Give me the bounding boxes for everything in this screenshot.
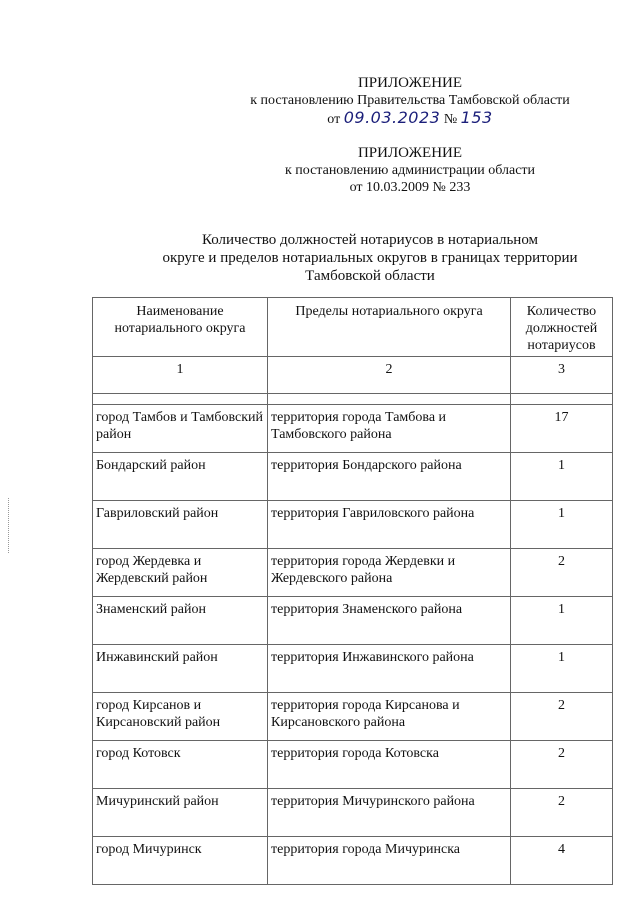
notary-count: 2 bbox=[511, 789, 613, 837]
scan-margin-marks bbox=[8, 498, 12, 553]
table-row bbox=[93, 453, 613, 501]
table-row bbox=[93, 789, 613, 837]
district-limits: территория Бондарского района bbox=[268, 453, 511, 501]
district-limits: территория Инжавинского района bbox=[268, 645, 511, 693]
column-number-row bbox=[93, 357, 613, 394]
table-row bbox=[93, 405, 613, 453]
column-header-district-limits: Пределы нотариального округа bbox=[268, 298, 511, 357]
district-name: город Жердевка и Жердевский район bbox=[93, 549, 268, 597]
district-limits: территория города Мичуринска bbox=[268, 837, 511, 885]
number-prefix: № bbox=[443, 112, 458, 127]
appendix-title-original: ПРИЛОЖЕНИЕ bbox=[357, 145, 463, 161]
table-header-row bbox=[93, 298, 613, 357]
column-number: 1 bbox=[93, 357, 268, 394]
district-limits: территория Знаменского района bbox=[268, 597, 511, 645]
table-row bbox=[93, 597, 613, 645]
district-limits: территория Мичуринского района bbox=[268, 789, 511, 837]
appendix-basis-line-original: к постановлению администрации области bbox=[284, 163, 536, 178]
district-name: город Тамбов и Тамбовский район bbox=[93, 405, 268, 453]
table-row bbox=[93, 549, 613, 597]
notary-count: 1 bbox=[511, 597, 613, 645]
appendix-basis-line: к постановлению Правительства Тамбовской области bbox=[250, 93, 570, 108]
document-title-line: Тамбовской области bbox=[305, 268, 435, 284]
notary-count: 17 bbox=[511, 405, 613, 453]
date-prefix: от bbox=[327, 112, 341, 127]
appendix-header-current bbox=[220, 75, 600, 128]
column-header-district-name: Наименование нотариального округа bbox=[93, 298, 268, 357]
appendix-header-original bbox=[220, 145, 600, 196]
district-name: город Мичуринск bbox=[93, 837, 268, 885]
notary-count: 1 bbox=[511, 453, 613, 501]
handwritten-date: 09.03.2023 bbox=[343, 108, 441, 127]
column-number: 3 bbox=[511, 357, 613, 394]
table-row bbox=[93, 837, 613, 885]
notary-count: 2 bbox=[511, 741, 613, 789]
column-number: 2 bbox=[268, 357, 511, 394]
table-row bbox=[93, 645, 613, 693]
appendix-date-line bbox=[220, 109, 600, 128]
column-header-notary-count: Количество должностей нотариусов bbox=[511, 298, 613, 357]
district-name: Бондарский район bbox=[93, 453, 268, 501]
district-limits: территория города Тамбова и Тамбовского района bbox=[268, 405, 511, 453]
notary-districts-table bbox=[92, 297, 613, 885]
district-limits: территория города Жердевки и Жердевского района bbox=[268, 549, 511, 597]
district-limits: территория Гавриловского района bbox=[268, 501, 511, 549]
table-spacer-row bbox=[93, 394, 613, 405]
appendix-title: ПРИЛОЖЕНИЕ bbox=[357, 75, 463, 91]
document-title-line: округе и пределов нотариальных округов в границах территории bbox=[162, 250, 578, 266]
table-row bbox=[93, 741, 613, 789]
notary-count: 1 bbox=[511, 501, 613, 549]
appendix-date-line-original: от 10.03.2009 № 233 bbox=[349, 180, 471, 195]
document-title bbox=[130, 231, 610, 285]
district-name: город Котовск bbox=[93, 741, 268, 789]
table-row bbox=[93, 693, 613, 741]
notary-count: 4 bbox=[511, 837, 613, 885]
district-name: Знаменский район bbox=[93, 597, 268, 645]
notary-count: 1 bbox=[511, 645, 613, 693]
document-title-line: Количество должностей нотариусов в нотариальном bbox=[201, 232, 539, 248]
notary-count: 2 bbox=[511, 549, 613, 597]
district-name: Мичуринский район bbox=[93, 789, 268, 837]
district-name: Инжавинский район bbox=[93, 645, 268, 693]
district-name: город Кирсанов и Кирсановский район bbox=[93, 693, 268, 741]
district-name: Гавриловский район bbox=[93, 501, 268, 549]
district-limits: территория города Кирсанова и Кирсановского района bbox=[268, 693, 511, 741]
table-row bbox=[93, 501, 613, 549]
district-limits: территория города Котовска bbox=[268, 741, 511, 789]
handwritten-number: 153 bbox=[460, 108, 493, 127]
notary-count: 2 bbox=[511, 693, 613, 741]
